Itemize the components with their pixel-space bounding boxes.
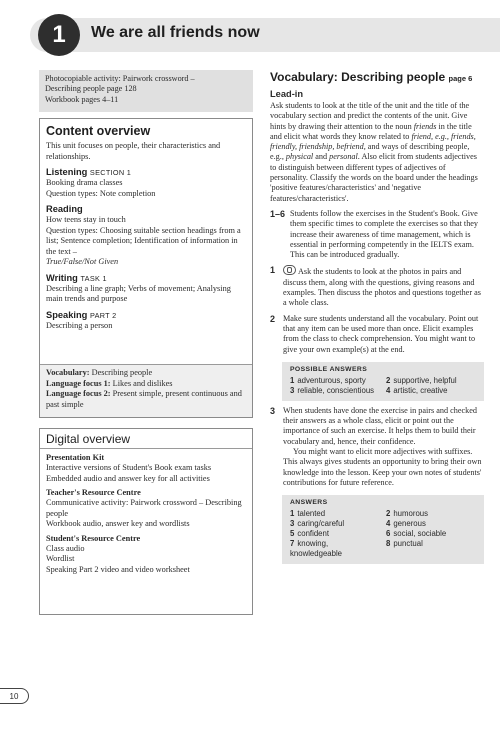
lead-in-heading: Lead-in [270, 89, 304, 99]
answer-item: 2 humorous [386, 509, 429, 519]
speaking-title: Speaking [46, 309, 88, 320]
listening-title: Listening [46, 167, 88, 177]
digital-item: Class audio [46, 543, 85, 553]
answers-grid [290, 509, 476, 559]
unit-number-badge: 1 [38, 14, 80, 56]
digital-item: Workbook audio, answer key and wordlists [46, 519, 190, 528]
possible-answers-grid [290, 376, 476, 396]
speaking-part-label: PART 2 [89, 310, 117, 320]
answer-item: 5 confident [290, 529, 329, 539]
answer-item: 1 adventurous, sporty [290, 375, 366, 385]
page-reference: page 6 [448, 74, 473, 83]
digital-item: Wordlist [46, 554, 75, 563]
language-rows [40, 364, 252, 417]
listening-line: Question types: Note completion [46, 188, 156, 198]
presentation-kit-heading: Presentation Kit [46, 453, 105, 462]
language-focus-2-row: Language focus 2: Present simple, present continuous and past simple [46, 389, 242, 409]
step-3-continued: You might want to elicit more adjectives with suffixes. This always gives students an opportunity to bring their own knowledge into the lesson. Keep your own notes of students' contributions for future reference. [283, 447, 482, 487]
vocabulary-column [270, 70, 484, 568]
writing-text: Describing a line graph; Verbs of movement; Analysing main trends and purpose [46, 283, 231, 303]
speaking-text: Describing a person [46, 320, 113, 330]
listening-section [46, 167, 246, 199]
writing-task-label: TASK 1 [80, 273, 107, 283]
reading-title: Reading [46, 204, 83, 214]
answer-item: 2 supportive, helpful [386, 375, 457, 385]
photocopiable-box [39, 70, 253, 112]
digital-item: Interactive versions of Student's Book exam tasks [46, 463, 212, 472]
content-overview-title: Content overview [46, 124, 151, 138]
digital-overview-box [39, 428, 253, 615]
listening-line: Booking drama classes [46, 178, 123, 187]
answer-item: 7 knowing, knowledgeable [290, 539, 343, 559]
step-2: 2 Make sure students understand all the vocabulary. Point out that any item can be used more than once. Elicit examples from the class to check comprehension. You might want to give your own example(s) at the end. [270, 313, 479, 354]
vocabulary-heading: Vocabulary: Describing people page 6 [270, 70, 473, 84]
step-1-6: 1–6 Students follow the exercises in the Student's Book. Give them specific times to complete the exercises so that they increase their awareness of time management, which is essential in performing competently in the IELTS exam. This can be introduced gradually. [270, 208, 479, 260]
content-overview-box [39, 118, 253, 418]
photocopiable-line: Photocopiable activity: Pairwork crossword – [45, 74, 195, 83]
step-1: 1 Ask the students to look at the photos in pairs and discuss them, along with the questions, giving reasons and examples. Then discuss the photos and questions together as a whole class. [270, 265, 481, 308]
possible-answers-title: POSSIBLE ANSWERS [290, 365, 368, 373]
listening-section-label: SECTION 1 [89, 168, 132, 177]
writing-section [46, 273, 246, 305]
unit-title: We are all friends now [91, 24, 260, 41]
answers-title: ANSWERS [290, 499, 328, 507]
page-number: 10 [0, 688, 29, 704]
digital-item: Speaking Part 2 video and video worksheet [46, 564, 190, 574]
answer-item: 3 reliable, conscientious [290, 385, 375, 395]
overview-intro: This unit focuses on people, their characteristics and relationships. [46, 141, 221, 161]
step-3: 3 When students have done the exercise in pairs and checked their answers as a whole class, elicit or point out the importance of such an exercise. It helps them to build their vocabulary and, hence, their confidence. You might want to elicit more adjectives with suffixes. This always gives students an opportunity to bring their own knowledge into the lesson. Keep your own notes of students' contributions for future reference. [270, 406, 484, 488]
digital-item: Communicative activity: Pairwork crossword – Describing people [46, 498, 242, 518]
answer-item: 1 talented [290, 509, 326, 519]
answer-item: 3 caring/careful [290, 519, 345, 529]
possible-answers-box [282, 362, 484, 401]
answers-box [282, 495, 484, 564]
lead-in-text: Ask students to look at the title of the unit and the title of the vocabulary section and predict the contents of the unit. Give hints by drawing their attention to the noun friends in the title and elicit what words they know related to friend, e.g., friends, friendly, friendship, befriend, and ways of describing people, e.g., physical and personal. Also elicit from students adjectives to distinguish between different types of adjectives of personality. Classify the words on the board under the headings 'positive features/characteristics' and 'negative features/characteristics'. [270, 101, 478, 203]
speaking-section [46, 310, 246, 332]
answer-item: 4 generous [386, 519, 426, 529]
vocabulary-row: Vocabulary: Describing people [46, 368, 153, 377]
answer-item: 8 punctual [386, 539, 423, 549]
language-focus-1-row: Language focus 1: Likes and dislikes [46, 378, 173, 388]
reading-italic: True/False/Not Given [46, 257, 119, 266]
students-centre-heading: Student's Resource Centre [46, 533, 141, 543]
writing-title: Writing [46, 272, 78, 283]
audio-cd-icon [283, 265, 296, 275]
digital-overview-title: Digital overview [40, 429, 252, 449]
answer-item: 4 artistic, creative [386, 385, 448, 395]
reading-line: How teens stay in touch [46, 215, 126, 224]
workbook-pages: Workbook pages 4–11 [45, 94, 119, 104]
photocopiable-line: Describing people page 128 [45, 84, 137, 94]
reading-line: Question types: Choosing suitable section headings from a list; Sentence completion; Identification of information in the text – True/False/Not Given [46, 225, 241, 266]
digital-item: Embedded audio and answer key for all activities [46, 473, 210, 483]
teachers-centre-heading: Teacher's Resource Centre [46, 488, 141, 497]
reading-section [46, 204, 246, 268]
answer-item: 6 social, sociable [386, 529, 447, 539]
